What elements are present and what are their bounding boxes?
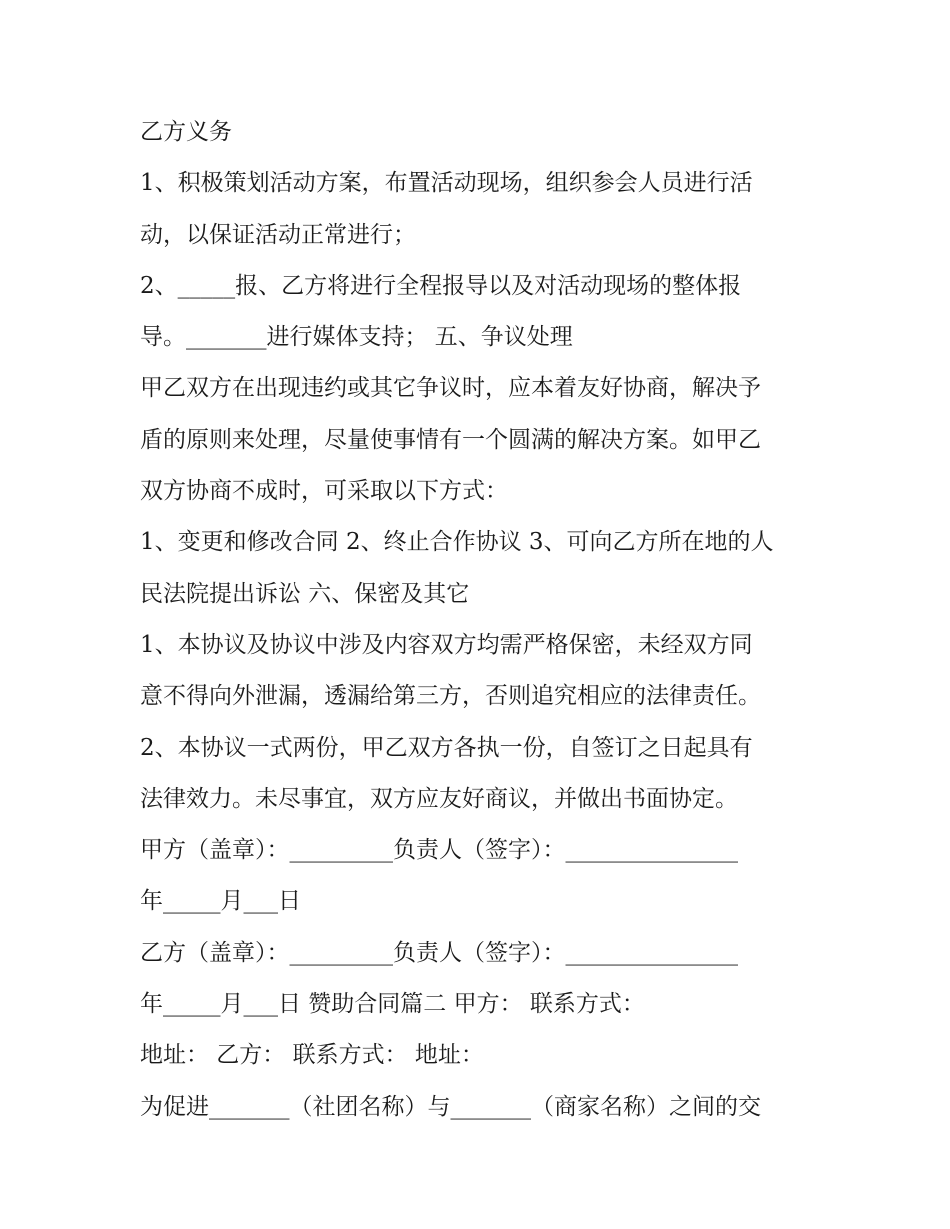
text-line: 意不得向外泄漏，透漏给第三方，否则追究相应的法律责任。 bbox=[140, 683, 761, 710]
date-line-party-a: 年_____月___日 bbox=[140, 888, 301, 915]
text-line: 导。_______进行媒体支持； 五、争议处理 bbox=[140, 324, 573, 351]
text-line: 盾的原则来处理，尽量使事情有一个圆满的解决方案。如甲乙 bbox=[140, 426, 761, 453]
document-body bbox=[140, 107, 820, 1133]
text-line: 动，以保证活动正常进行； bbox=[140, 221, 416, 248]
text-line: 1、本协议及协议中涉及内容双方均需严格保密，未经双方同 bbox=[140, 631, 753, 658]
text-line: 1、变更和修改合同 2、终止合作协议 3、可向乙方所在地的人 bbox=[140, 529, 774, 556]
text-line: 甲乙双方在出现违约或其它争议时，应本着友好协商，解决予 bbox=[140, 375, 761, 402]
text-line: 2、_____报、乙方将进行全程报导以及对活动现场的整体报 bbox=[140, 272, 742, 299]
contact-line: 地址： 乙方： 联系方式： 地址： bbox=[140, 1042, 484, 1069]
text-line: 双方协商不成时，可采取以下方式： bbox=[140, 478, 508, 505]
section-heading-party-b-obligations: 乙方义务 bbox=[140, 119, 232, 145]
date-line-party-b: 年_____月___日 赞助合同篇二 甲方： 联系方式： bbox=[140, 991, 645, 1018]
signature-line-party-a: 甲方（盖章）：_________负责人（签字）：_______________ bbox=[140, 837, 738, 864]
text-line: 法律效力。未尽事宜，双方应友好商议，并做出书面协定。 bbox=[140, 785, 738, 812]
signature-line-party-b: 乙方（盖章）：_________负责人（签字）：_______________ bbox=[140, 939, 738, 966]
text-line: 民法院提出诉讼 六、保密及其它 bbox=[140, 580, 470, 607]
text-line: 2、本协议一式两份，甲乙双方各执一份，自签订之日起具有 bbox=[140, 734, 753, 761]
text-line: 1、积极策划活动方案，布置活动现场，组织参会人员进行活 bbox=[140, 170, 753, 197]
text-line: 为促进_______（社团名称）与_______（商家名称）之间的交 bbox=[140, 1093, 761, 1120]
